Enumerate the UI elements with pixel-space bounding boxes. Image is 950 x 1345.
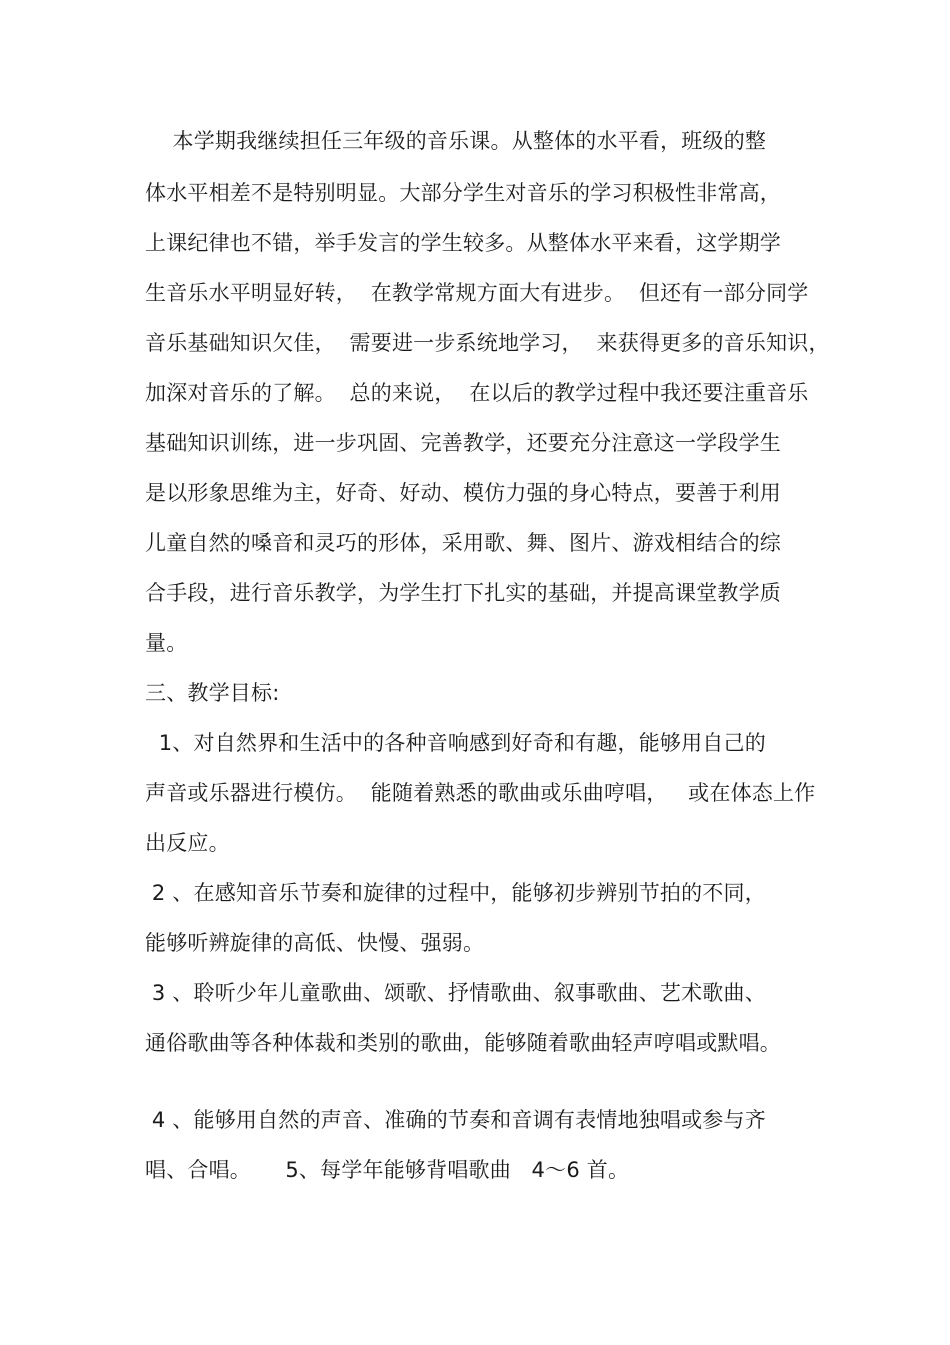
paragraph-line: 基础知识训练，进一步巩固、完善教学，还要充分注意这一学段学生	[145, 431, 781, 455]
goal-line: 1、对自然界和生活中的各种音响感到好奇和有趣，能够用自己的	[145, 731, 766, 755]
paragraph-line: 量。	[145, 631, 188, 655]
goal-line: 出反应。	[145, 831, 230, 855]
paragraph-line: 本学期我继续担任三年级的音乐课。从整体的水平看，班级的整	[145, 129, 767, 153]
goal-line: 声音或乐器进行模仿。 能随着熟悉的歌曲或乐曲哼唱， 或在体态上作	[145, 781, 816, 805]
paragraph-line: 上课纪律也不错，举手发言的学生较多。从整体水平来看，这学期学	[145, 231, 781, 255]
goal-line: 能够听辨旋律的高低、快慢、强弱。	[145, 931, 485, 955]
goal-line: 通俗歌曲等各种体裁和类别的歌曲，能够随着歌曲轻声哼唱或默唱。	[145, 1031, 781, 1055]
section-heading: 三、教学目标:	[145, 681, 280, 705]
goal-line: 2 、在感知音乐节奏和旋律的过程中，能够初步辨别节拍的不同，	[145, 881, 766, 905]
goal-line: 3 、聆听少年儿童歌曲、颂歌、抒情歌曲、叙事歌曲、艺术歌曲、	[145, 981, 766, 1005]
goal-line: 唱、合唱。 5、每学年能够背唱歌曲 4～6 首。	[145, 1158, 630, 1182]
paragraph-line: 体水平相差不是特别明显。大部分学生对音乐的学习积极性非常高，	[145, 181, 781, 205]
paragraph-line: 加深对音乐的了解。 总的来说， 在以后的教学过程中我还要注重音乐	[145, 381, 809, 405]
paragraph-line: 是以形象思维为主，好奇、好动、模仿力强的身心特点，要善于利用	[145, 481, 781, 505]
paragraph-line: 合手段，进行音乐教学，为学生打下扎实的基础，并提高课堂教学质	[145, 581, 781, 605]
paragraph-line: 音乐基础知识欠佳， 需要进一步系统地学习， 来获得更多的音乐知识，	[145, 331, 830, 355]
paragraph-line: 儿童自然的嗓音和灵巧的形体，采用歌、舞、图片、游戏相结合的综	[145, 531, 781, 555]
goal-line: 4 、能够用自然的声音、准确的节奏和音调有表情地独唱或参与齐	[145, 1108, 766, 1132]
paragraph-line: 生音乐水平明显好转， 在教学常规方面大有进步。 但还有一部分同学	[145, 281, 809, 305]
